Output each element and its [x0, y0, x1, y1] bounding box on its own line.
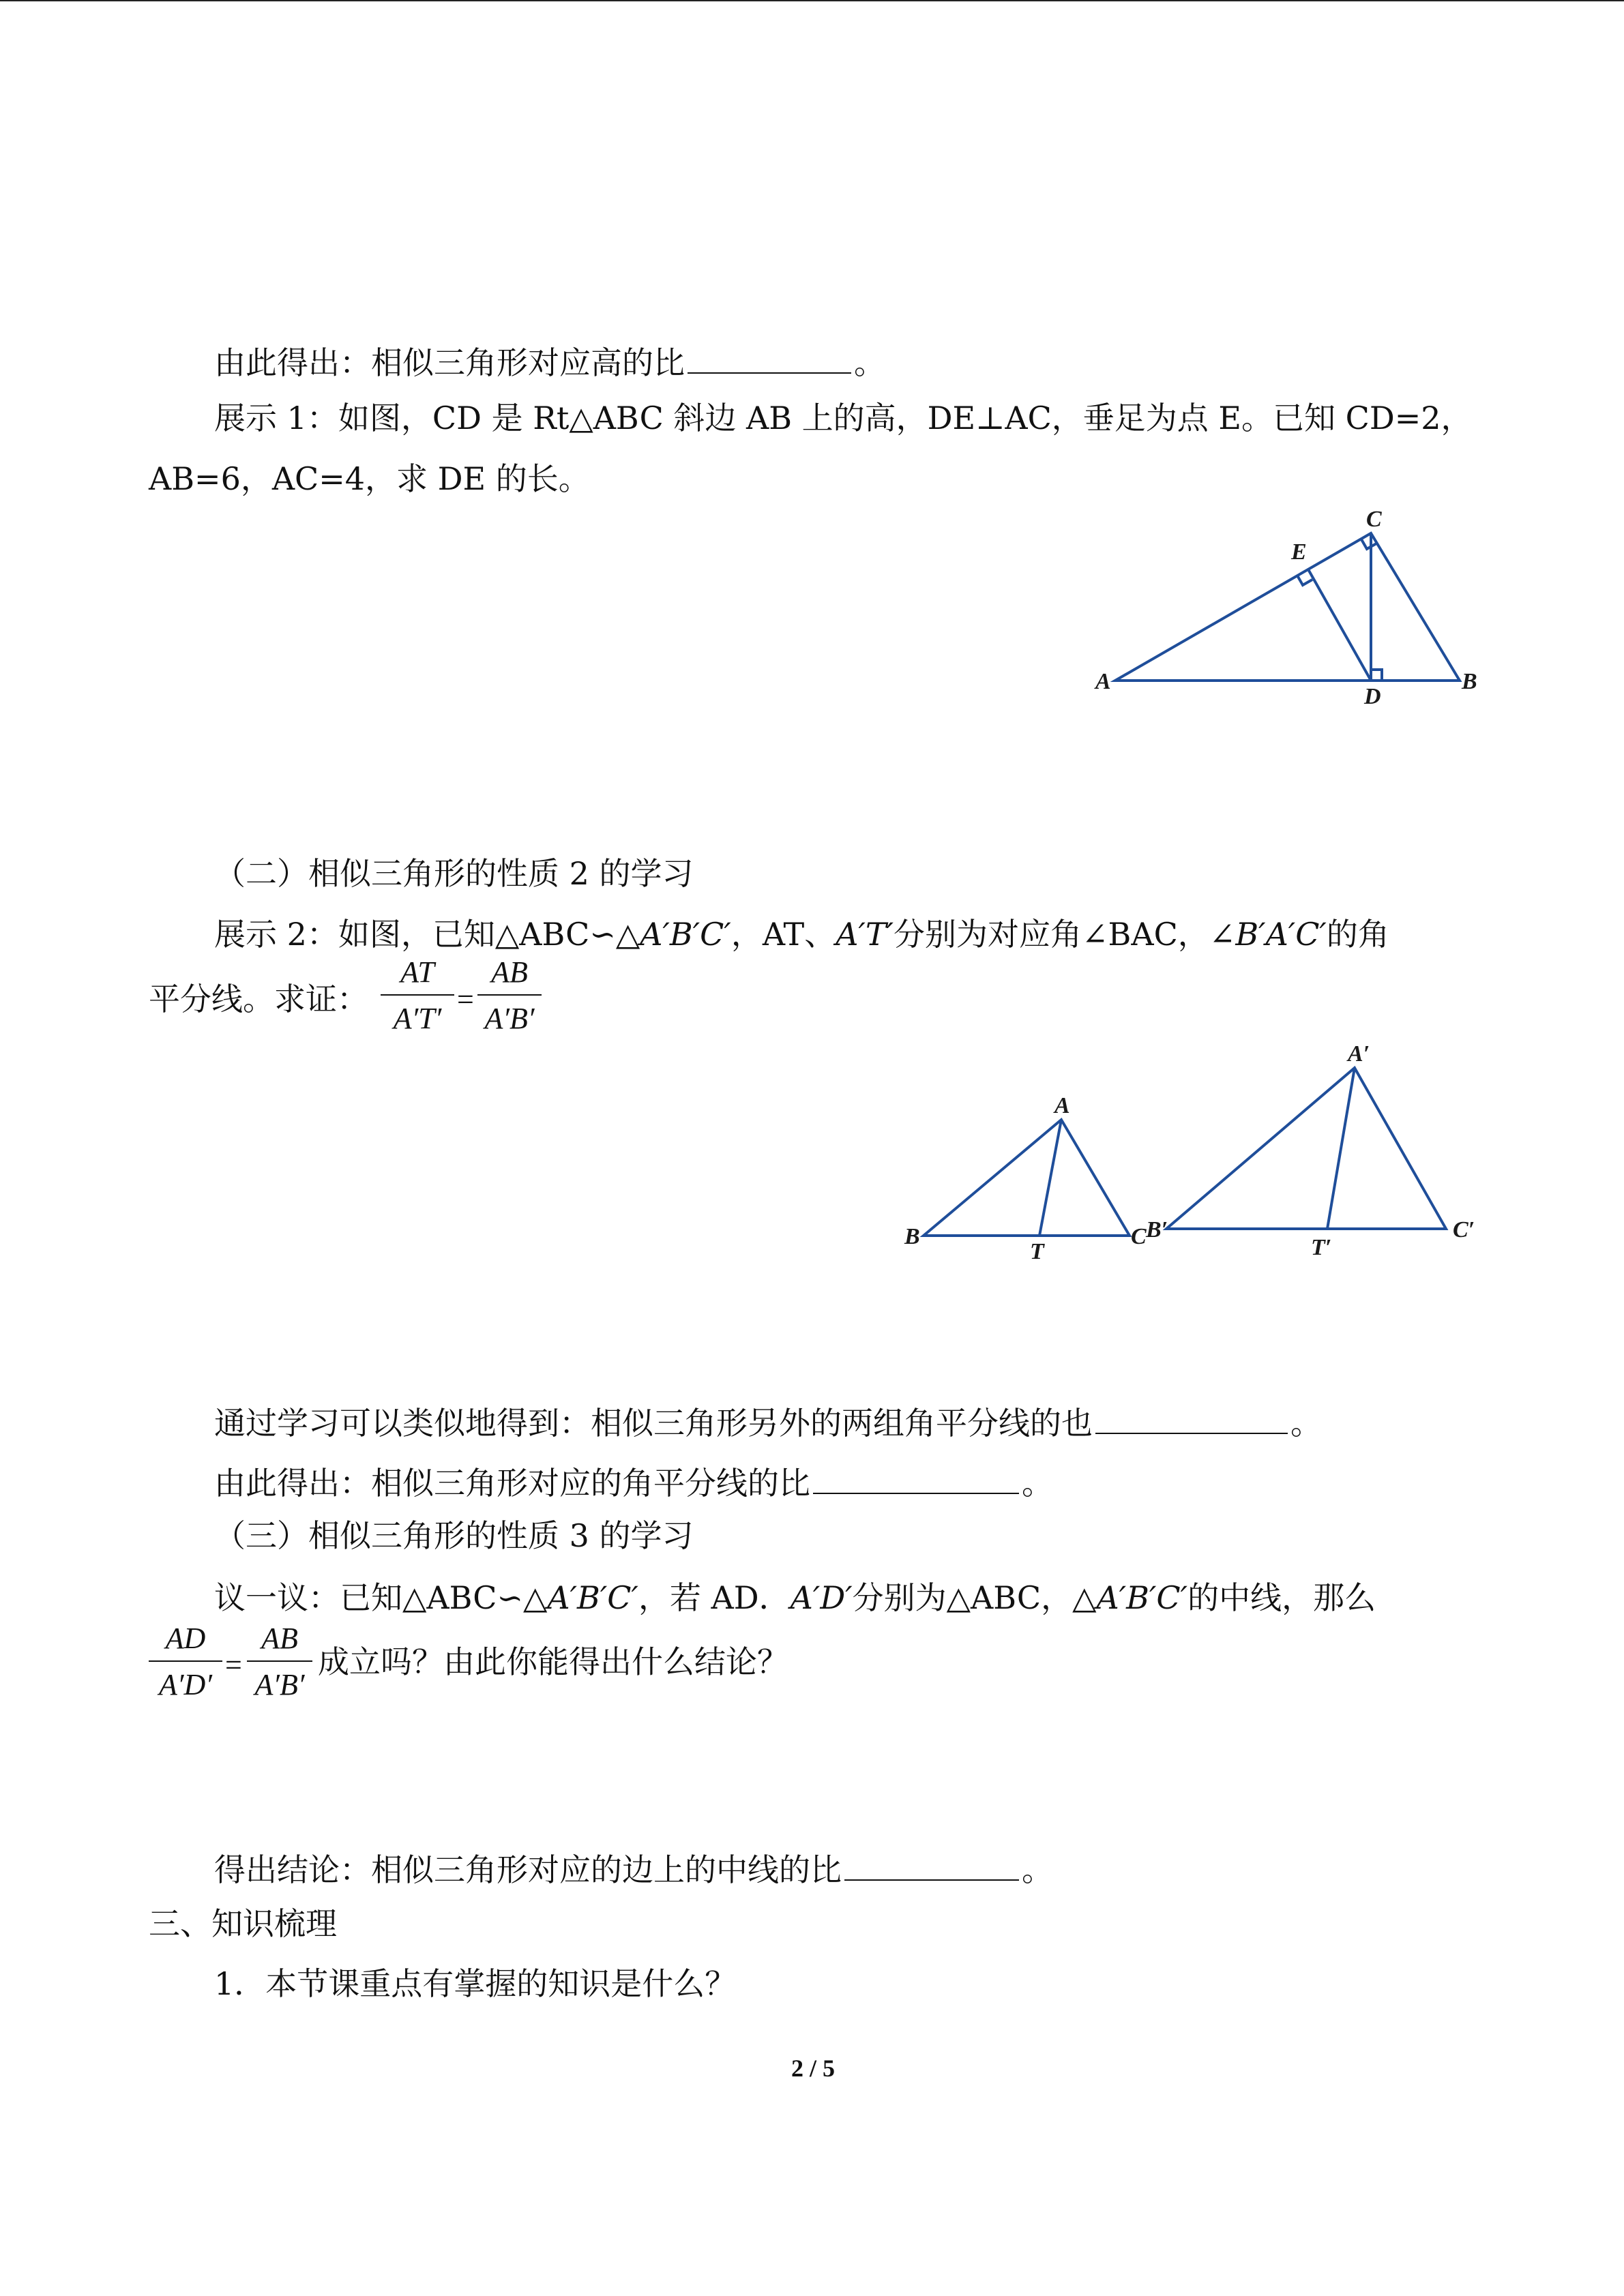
- label-d: D: [1364, 684, 1381, 709]
- page-number: 2 / 5: [791, 2055, 836, 2082]
- label-b-large: B′: [1146, 1217, 1168, 1242]
- median-blank[interactable]: [844, 1849, 1019, 1881]
- triangle-abc: [1115, 533, 1460, 681]
- discuss-line1: 议一议：已知△ABC∽△A′B′C′，若 AD．A′D′分别为△ABC，△A′B′C′的中线，那么: [214, 1579, 1376, 1616]
- fraction-ab-2: AB A′B′: [247, 1621, 312, 1710]
- height-ratio-conclusion: 由此得出：相似三角形对应高的比 。: [214, 342, 885, 378]
- analogy-blank1[interactable]: [1095, 1403, 1288, 1434]
- label-t-small: T: [1030, 1239, 1044, 1264]
- equals-sign: =: [457, 983, 474, 1016]
- similar-triangles-figure: [894, 1031, 1494, 1277]
- label-e: E: [1291, 539, 1307, 565]
- label-c-small: C: [1131, 1224, 1147, 1249]
- label-a: A: [1095, 669, 1111, 694]
- triangle-abc-small: [924, 1120, 1130, 1236]
- analogy-blank2[interactable]: [813, 1463, 1019, 1494]
- summary-heading: 三、知识梳理: [149, 1905, 337, 1942]
- segment-de: [1308, 569, 1371, 681]
- fraction-at: AT A′T′: [381, 955, 454, 1043]
- label-c: C: [1366, 507, 1382, 532]
- label-c-large: C′: [1453, 1217, 1475, 1242]
- label-t-large: T′: [1311, 1235, 1332, 1260]
- height-ratio-text: 由此得出：相似三角形对应高的比: [214, 344, 685, 381]
- right-triangle-figure: [1084, 499, 1494, 717]
- fraction-ab: AB A′B′: [477, 955, 542, 1043]
- example1-line1: 展示 1：如图，CD 是 Rt△ABC 斜边 AB 上的高，DE⊥AC，垂足为点 E。已知 CD=2，: [214, 400, 1473, 436]
- label-b: B: [1462, 669, 1477, 694]
- label-b-small: B: [904, 1224, 920, 1249]
- analogy-line2: 由此得出：相似三角形对应的角平分线的比 。: [214, 1463, 1053, 1499]
- section2-heading: （二）相似三角形的性质 2 的学习: [214, 855, 694, 892]
- example2-line2: 平分线。求证：: [149, 981, 368, 1017]
- section3-heading: （三）相似三角形的性质 3 的学习: [214, 1517, 694, 1554]
- label-a-large: A′: [1348, 1041, 1370, 1067]
- triangle-abc-large: [1166, 1068, 1446, 1229]
- summary-question1: 1．本节课重点有掌握的知识是什么？: [214, 1965, 737, 2002]
- discuss-question: 成立吗？由此你能得出什么结论？: [318, 1643, 788, 1680]
- right-angle-d: [1371, 670, 1382, 681]
- height-ratio-blank[interactable]: [688, 342, 851, 374]
- example1-line2: AB=6，AC=4，求 DE 的长。: [149, 460, 590, 497]
- equals-sign-2: =: [225, 1648, 242, 1682]
- example2-line1: 展示 2：如图，已知△ABC∽△A′B′C′，AT、A′T′分别为对应角∠BAC，∠B′A′C′的角: [214, 916, 1389, 953]
- label-a-small: A: [1054, 1093, 1070, 1118]
- right-angle-e: [1297, 576, 1312, 585]
- fraction-ad: AD A′D′: [149, 1621, 222, 1710]
- analogy-line1: 通过学习可以类似地得到：相似三角形另外的两组角平分线的也 。: [214, 1403, 1322, 1439]
- bisector-at-prime: [1327, 1068, 1355, 1229]
- median-conclusion: 得出结论：相似三角形对应的边上的中线的比 。: [214, 1849, 1053, 1885]
